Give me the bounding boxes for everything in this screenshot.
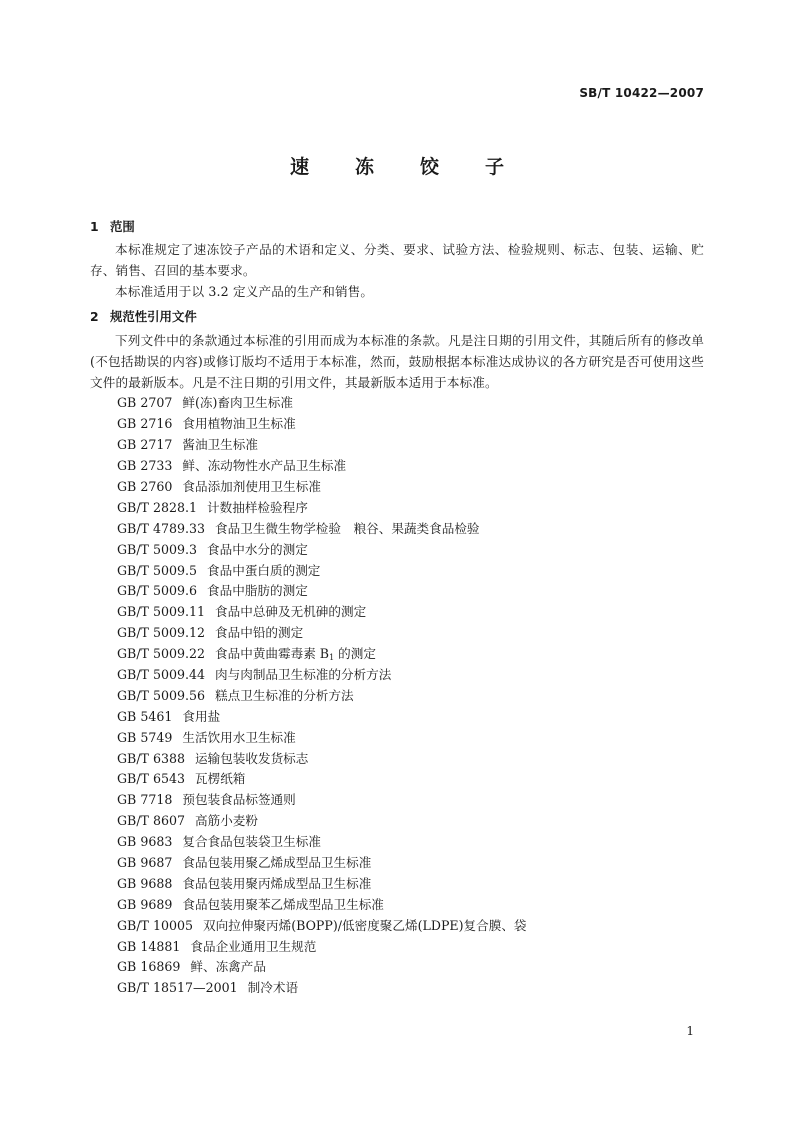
reference-title: 酱油卫生标准 bbox=[182, 437, 258, 453]
reference-item bbox=[90, 916, 704, 937]
reference-code: GB 2717 bbox=[117, 437, 173, 453]
reference-code: GB/T 18517—2001 bbox=[117, 980, 238, 996]
reference-title: 双向拉伸聚丙烯(BOPP)/低密度聚乙烯(LDPE)复合膜、袋 bbox=[203, 917, 527, 933]
reference-code: GB 2760 bbox=[117, 479, 173, 494]
reference-item bbox=[90, 581, 704, 602]
reference-title: 鲜、冻禽产品 bbox=[190, 959, 266, 975]
reference-item bbox=[90, 707, 704, 728]
reference-title: 食品中蛋白质的测定 bbox=[207, 562, 321, 578]
reference-title: 运输包装收发货标志 bbox=[195, 750, 309, 766]
reference-code: GB/T 6543 bbox=[117, 771, 186, 787]
reference-item bbox=[90, 623, 704, 644]
reference-title: 鲜(冻)畜肉卫生标准 bbox=[182, 395, 293, 411]
standard-code: SB/T 10422—2007 bbox=[579, 86, 704, 100]
reference-code: GB/T 5009.3 bbox=[117, 541, 198, 557]
reference-item bbox=[90, 728, 704, 749]
reference-item bbox=[90, 895, 704, 916]
reference-code: GB/T 5009.12 bbox=[117, 625, 206, 641]
reference-item bbox=[90, 540, 704, 561]
reference-title: 食品包装用聚乙烯成型品卫生标准 bbox=[182, 855, 372, 871]
reference-item bbox=[90, 665, 704, 686]
reference-code: GB/T 5009.44 bbox=[117, 667, 206, 683]
reference-item bbox=[90, 811, 704, 832]
reference-item bbox=[90, 978, 704, 999]
section-number: 1 bbox=[90, 219, 99, 234]
reference-code: GB/T 5009.22 bbox=[117, 646, 206, 662]
reference-code: GB 16869 bbox=[117, 959, 181, 975]
reference-code: GB/T 5009.6 bbox=[117, 583, 198, 599]
reference-item bbox=[90, 769, 704, 790]
reference-title: 预包装食品标签通则 bbox=[182, 792, 296, 808]
reference-code: GB/T 8607 bbox=[117, 813, 186, 829]
reference-title: 肉与肉制品卫生标准的分析方法 bbox=[215, 667, 392, 683]
reference-code: GB 2707 bbox=[117, 395, 173, 411]
section-number: 2 bbox=[90, 308, 99, 324]
reference-title: 复合食品包装袋卫生标准 bbox=[182, 834, 321, 850]
reference-title: 瓦楞纸箱 bbox=[195, 771, 246, 787]
reference-title: 食品中脂肪的测定 bbox=[207, 583, 308, 599]
reference-code: GB 9687 bbox=[117, 855, 173, 871]
reference-item bbox=[90, 498, 704, 519]
reference-title: 食品企业通用卫生规范 bbox=[190, 938, 317, 954]
reference-item bbox=[90, 477, 704, 498]
document-title: 速冻饺子 bbox=[289, 156, 550, 178]
reference-item bbox=[90, 456, 704, 477]
reference-code: GB 2733 bbox=[117, 458, 173, 474]
reference-code: GB/T 5009.5 bbox=[117, 562, 198, 578]
reference-title: 食品添加剂使用卫生标准 bbox=[182, 479, 321, 494]
section-scope bbox=[90, 216, 704, 303]
reference-code: GB/T 2828.1 bbox=[117, 499, 198, 515]
reference-title: 食品中水分的测定 bbox=[207, 541, 308, 557]
reference-item bbox=[90, 435, 704, 456]
reference-code: GB/T 4789.33 bbox=[117, 520, 206, 536]
reference-title: 食用盐 bbox=[182, 708, 221, 724]
reference-subscript: 1 bbox=[329, 653, 335, 663]
reference-title: 计数抽样检验程序 bbox=[207, 499, 308, 515]
reference-item bbox=[90, 853, 704, 874]
reference-item bbox=[90, 874, 704, 895]
reference-item bbox=[90, 644, 704, 665]
reference-title-suffix: 的测定 bbox=[334, 646, 376, 662]
reference-item bbox=[90, 561, 704, 582]
reference-title: 糕点卫生标准的分析方法 bbox=[215, 687, 354, 703]
reference-code: GB/T 6388 bbox=[117, 750, 186, 766]
section-heading-scope bbox=[90, 216, 704, 237]
reference-title: 制冷术语 bbox=[247, 980, 299, 996]
reference-code: GB 9688 bbox=[117, 875, 173, 891]
reference-title: 食品中黄曲霉毒素 B bbox=[215, 646, 330, 662]
scope-paragraph: 本标准适用于以 3.2 定义产品的生产和销售。 bbox=[115, 283, 374, 299]
section-heading-normative-references bbox=[90, 306, 704, 327]
reference-title: 高筋小麦粉 bbox=[195, 813, 258, 829]
reference-title: 鲜、冻动物性水产品卫生标准 bbox=[182, 458, 347, 474]
reference-item bbox=[90, 393, 704, 414]
reference-code: GB 14881 bbox=[117, 938, 181, 954]
reference-item bbox=[90, 602, 704, 623]
reference-item bbox=[90, 519, 704, 540]
reference-code: GB 2716 bbox=[117, 416, 173, 432]
reference-item bbox=[90, 937, 704, 958]
reference-title: 食用植物油卫生标准 bbox=[182, 416, 296, 432]
section-normative-references bbox=[90, 306, 704, 1000]
reference-item bbox=[90, 832, 704, 853]
reference-code: GB 7718 bbox=[117, 792, 173, 808]
section-title: 范围 bbox=[110, 219, 135, 234]
reference-title: 生活饮用水卫生标准 bbox=[182, 729, 296, 745]
page-number: 1 bbox=[686, 1024, 694, 1038]
scope-paragraph: 本标准规定了速冻饺子产品的术语和定义、分类、要求、试验方法、检验规则、标志、包装、运输、贮存、销售、召回的基本要求。 bbox=[90, 242, 704, 278]
reference-item bbox=[90, 749, 704, 770]
reference-code: GB 5461 bbox=[117, 708, 173, 724]
reference-title: 食品中总砷及无机砷的测定 bbox=[215, 604, 367, 620]
reference-title: 食品包装用聚丙烯成型品卫生标准 bbox=[182, 875, 372, 891]
reference-code: GB/T 5009.11 bbox=[117, 604, 206, 620]
reference-title: 食品中铅的测定 bbox=[215, 625, 304, 641]
reference-code: GB/T 5009.56 bbox=[117, 687, 206, 703]
section-title: 规范性引用文件 bbox=[110, 308, 197, 324]
reference-item bbox=[90, 414, 704, 435]
reference-item bbox=[90, 957, 704, 978]
reference-code: GB 9689 bbox=[117, 896, 173, 912]
reference-title: 食品卫生微生物学检验 粮谷、果蔬类食品检验 bbox=[215, 520, 480, 536]
reference-item bbox=[90, 686, 704, 707]
reference-code: GB/T 10005 bbox=[117, 917, 194, 933]
reference-code: GB 5749 bbox=[117, 729, 173, 745]
reference-item bbox=[90, 790, 704, 811]
reference-code: GB 9683 bbox=[117, 834, 173, 850]
document-body bbox=[90, 216, 704, 999]
reference-list bbox=[90, 393, 704, 999]
references-intro-paragraph: 下列文件中的条款通过本标准的引用而成为本标准的条款。凡是注日期的引用文件，其随后所有的修改单(不包括勘误的内容)或修订版均不适用于本标准，然而，鼓励根据本标准达成协议的各方研究是否可使用这些文件的最新版本。凡是不注日期的引用文件，其最新版本适用于本标准。 bbox=[90, 332, 704, 390]
reference-title: 食品包装用聚苯乙烯成型品卫生标准 bbox=[182, 896, 384, 912]
